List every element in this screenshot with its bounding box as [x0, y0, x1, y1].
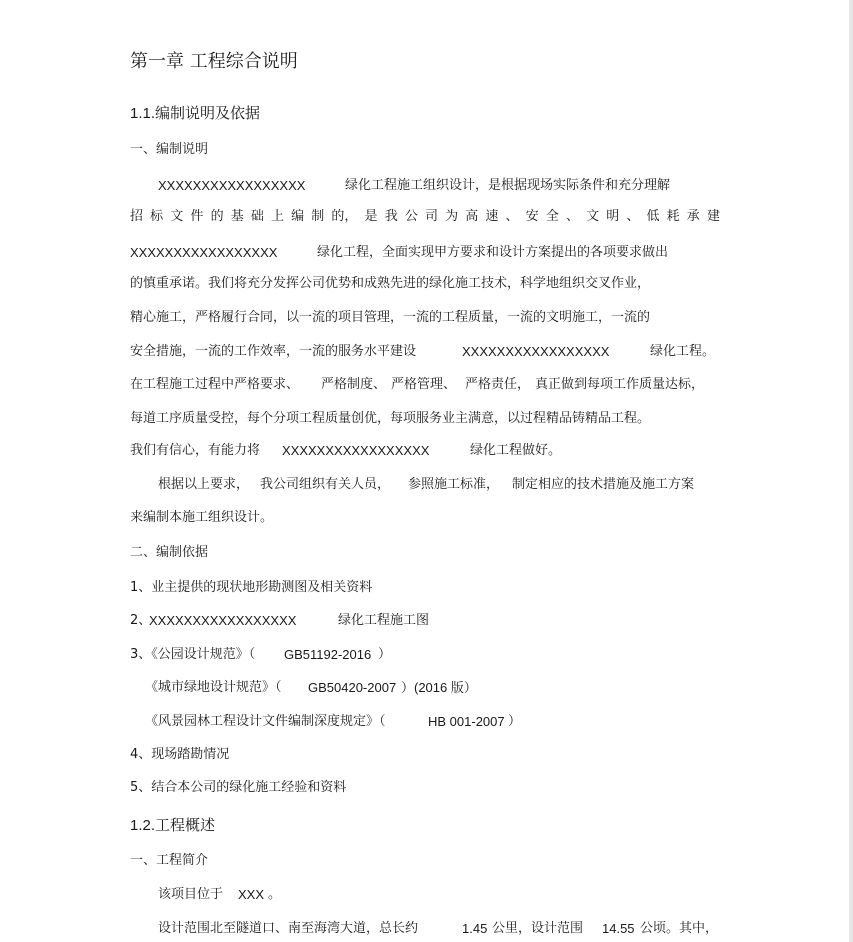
basis-item-3-title: 3、《公园设计规范》（ — [130, 647, 256, 662]
justified-char: 上 — [270, 209, 284, 224]
justified-char: 的， — [331, 209, 358, 224]
justified-char: 基 — [230, 209, 244, 224]
justified-char: 是 — [364, 209, 378, 224]
justified-char: 低 — [646, 209, 660, 224]
paragraph-text: 严格制度、 — [321, 377, 387, 392]
section-title: 工程概述 — [155, 816, 216, 834]
paragraph-text: 我公司组织有关人员， — [260, 477, 391, 492]
section-title: 编制说明及依据 — [155, 104, 261, 122]
justified-char: 标 — [150, 209, 164, 224]
paragraph-text: 参照施工标准， — [408, 477, 500, 492]
paragraph-text: 安全措施，一流的工作效率，一流的服务水平建设 — [130, 344, 417, 359]
overview-text: 设计范围北至隧道口、南至海湾大道，总长约 — [158, 921, 419, 936]
basis-item-4: 4、现场踏勘情况 — [130, 747, 230, 762]
justified-char: 我 — [384, 209, 398, 224]
justified-char: 耗 — [666, 209, 680, 224]
justified-char: 明 — [606, 209, 620, 224]
justified-char: 文 — [586, 209, 600, 224]
project-code: XXXXXXXXXXXXXXXXX — [282, 443, 430, 458]
location-code: XXX — [238, 887, 265, 902]
project-code: XXXXXXXXXXXXXXXXX — [462, 344, 610, 359]
justified-char: 制 — [311, 209, 325, 224]
paragraph-text: 的慎重承诺。我们将充分发挥公司优势和成熟先进的绿化施工技术，科学地组织交叉作业， — [130, 276, 651, 291]
bracket-close: ） — [378, 647, 392, 662]
justified-char: 件 — [190, 209, 204, 224]
justified-char: 、 — [626, 209, 640, 224]
paragraph-text: 精心施工，严格履行合同，以一流的项目管理，一流的工程质量，一流的文明施工，一流的 — [130, 310, 651, 325]
bracket-close-edition: ）(2016 版） — [401, 680, 477, 695]
paragraph-text: 我们有信心，有能力将 — [130, 443, 261, 458]
paragraph-text: 真正做到每项工作质量达标， — [535, 377, 705, 392]
justified-char: 编 — [291, 209, 305, 224]
overview-text: 该项目位于 — [158, 887, 224, 902]
paragraph-text: 绿化工程做好。 — [470, 443, 562, 458]
basis-item-3c-title: 《风景园林工程设计文件编制深度规定》（ — [145, 714, 386, 729]
paragraph-text: 严格责任， — [465, 377, 531, 392]
part-heading-compilation-basis: 二、编制依据 — [130, 545, 209, 560]
standard-code: HB 001-2007 — [428, 714, 505, 729]
length-value: 1.45 — [462, 921, 488, 936]
page-edge-shadow — [849, 0, 853, 942]
part-heading-project-intro: 一、工程简介 — [130, 853, 209, 868]
area-value: 14.55 — [602, 921, 635, 936]
basis-item-2-text: 绿化工程施工图 — [338, 613, 430, 628]
standard-code: GB51192-2016 — [284, 647, 372, 662]
justified-char: 承 — [686, 209, 700, 224]
justified-char: 为 — [445, 209, 459, 224]
overview-text: 公顷。其中， — [640, 921, 719, 936]
bracket-close: ） — [508, 714, 522, 729]
justified-char: 的 — [210, 209, 224, 224]
justified-char: 全 — [545, 209, 559, 224]
justified-char: 招 — [130, 209, 144, 224]
basis-item-1: 1、业主提供的现状地形勘测图及相关资料 — [130, 580, 373, 595]
basis-item-5: 5、结合本公司的绿化施工经验和资料 — [130, 780, 347, 795]
basis-item-3b-title: 《城市绿地设计规范》（ — [145, 680, 282, 695]
justified-char: 文 — [170, 209, 184, 224]
paragraph-text: 绿化工程施工组织设计，是根据现场实际条件和充分理解 — [345, 178, 671, 193]
justified-char: 速 — [485, 209, 499, 224]
paragraph-text: 制定相应的技术措施及施工方案 — [512, 477, 695, 492]
section-heading-1-1 — [130, 103, 260, 124]
justified-char: 、 — [505, 209, 519, 224]
chapter-title: 第一章 工程综合说明 — [130, 51, 298, 72]
part-heading-compilation-notes: 一、编制说明 — [130, 142, 209, 157]
paragraph-text: 严格管理、 — [391, 377, 457, 392]
justified-char: 安 — [525, 209, 539, 224]
paragraph-text: 绿化工程。 — [650, 344, 716, 359]
paragraph-text: 每道工序质量受控，每个分项工程质量创优，每项服务业主满意，以过程精品铸精品工程。 — [130, 411, 651, 426]
paragraph-text: 根据以上要求， — [158, 477, 250, 492]
project-code: XXXXXXXXXXXXXXXXX — [149, 613, 297, 628]
section-number: 1.1. — [130, 105, 156, 122]
justified-char: 建 — [706, 209, 720, 224]
section-heading-1-2 — [130, 815, 215, 836]
paragraph-text: 在工程施工过程中严格要求、 — [130, 377, 300, 392]
standard-code: GB50420-2007 — [308, 680, 397, 695]
justified-char: 、 — [565, 209, 579, 224]
section-number: 1.2. — [130, 817, 156, 834]
overview-text: 。 — [268, 887, 282, 902]
project-code: XXXXXXXXXXXXXXXXX — [130, 245, 278, 260]
overview-text: 公里，设计范围 — [492, 921, 584, 936]
paragraph-text: 绿化工程，全面实现甲方要求和设计方案提出的各项要求做出 — [317, 245, 669, 260]
paragraph-text: 来编制本施工组织设计。 — [130, 510, 274, 525]
basis-item-2-number: 2、 — [130, 613, 152, 628]
justified-char: 司 — [424, 209, 438, 224]
justified-char: 公 — [404, 209, 418, 224]
justified-char: 础 — [250, 209, 264, 224]
paragraph-justified-line — [130, 208, 720, 226]
justified-char: 高 — [465, 209, 479, 224]
project-code: XXXXXXXXXXXXXXXXX — [158, 178, 306, 193]
